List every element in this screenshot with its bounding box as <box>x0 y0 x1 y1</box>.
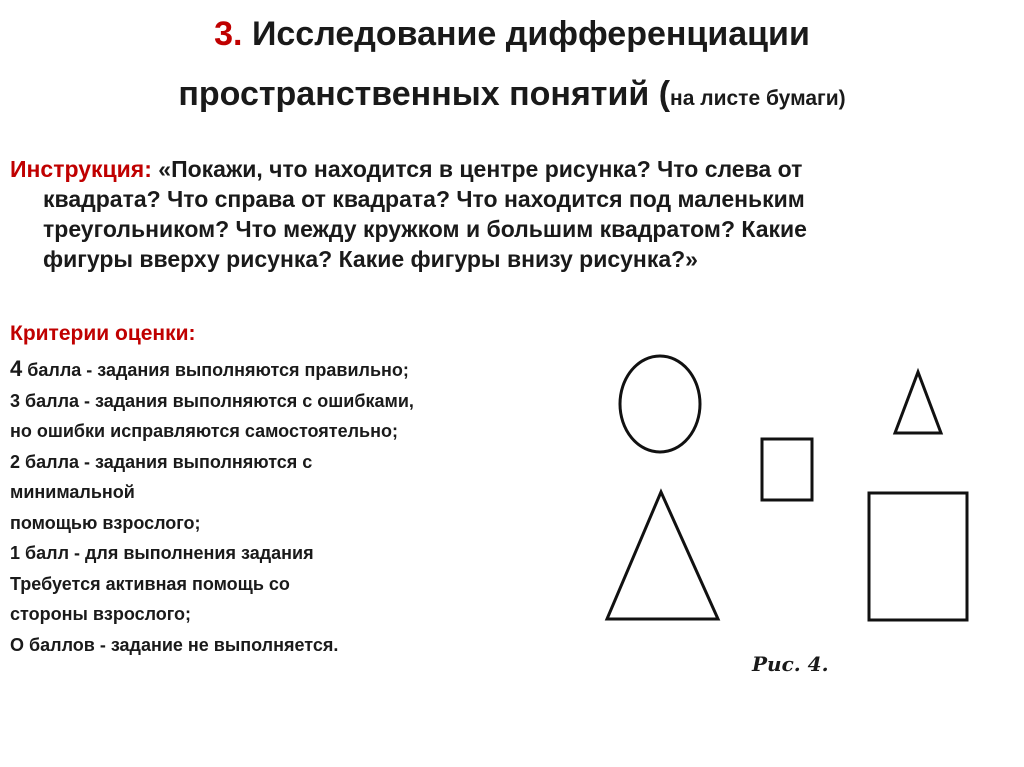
criteria-row: стороны взрослого; <box>10 604 192 624</box>
large-square-shape <box>869 493 967 620</box>
section-number: 3. <box>214 15 243 53</box>
criteria-row: минимальной <box>10 482 135 502</box>
criteria-list <box>10 354 570 660</box>
title-text-2: пространственных понятий ( <box>178 75 671 113</box>
criteria-row: 1 балл - для выполнения задания <box>10 543 314 563</box>
criteria-row: О баллов - задание не выполняется. <box>10 634 339 655</box>
circle-shape <box>620 356 700 452</box>
instruction-text-1: «Покажи, что находится в центре рисунка? Что слева от <box>158 156 803 182</box>
title-line-1 <box>0 4 1024 64</box>
criteria-row <box>10 354 570 386</box>
instruction-label: Инструкция: <box>10 156 152 182</box>
instruction-line-2: квадрата? Что справа от квадрата? Что находится под маленьким <box>43 186 805 212</box>
figure-caption: Рис. 4. <box>752 652 829 676</box>
title-line-2 <box>0 64 1024 129</box>
criteria-row: помощью взрослого; <box>10 512 201 533</box>
criteria-row: 2 балла - задания выполняются с <box>10 451 313 472</box>
small-triangle-shape <box>895 372 941 433</box>
title-note: на листе бумаги) <box>670 87 846 110</box>
large-triangle-shape <box>607 492 718 619</box>
criteria-heading: Критерии оценки: <box>10 322 196 345</box>
instruction-line-3: треугольником? Что между кружком и большим квадратом? Какие <box>43 216 807 242</box>
small-square-shape <box>762 439 812 500</box>
instruction-line-1 <box>10 154 1010 184</box>
criteria-row: 3 балла - задания выполняются с ошибками, <box>10 390 414 411</box>
instruction-block <box>10 154 1010 274</box>
criteria-row: но ошибки исправляются самостоятельно; <box>10 421 398 441</box>
instruction-line-4: фигуры вверху рисунка? Какие фигуры внизу рисунка?» <box>43 246 698 272</box>
score-four-number: 4 <box>10 356 23 381</box>
title-text-1: Исследование дифференциации <box>251 15 810 53</box>
shapes-figure <box>600 345 980 635</box>
criteria-text: балла - задания выполняются правильно; <box>22 360 409 380</box>
criteria-row: Требуется активная помощь со <box>10 573 290 594</box>
page-title <box>0 4 1024 129</box>
